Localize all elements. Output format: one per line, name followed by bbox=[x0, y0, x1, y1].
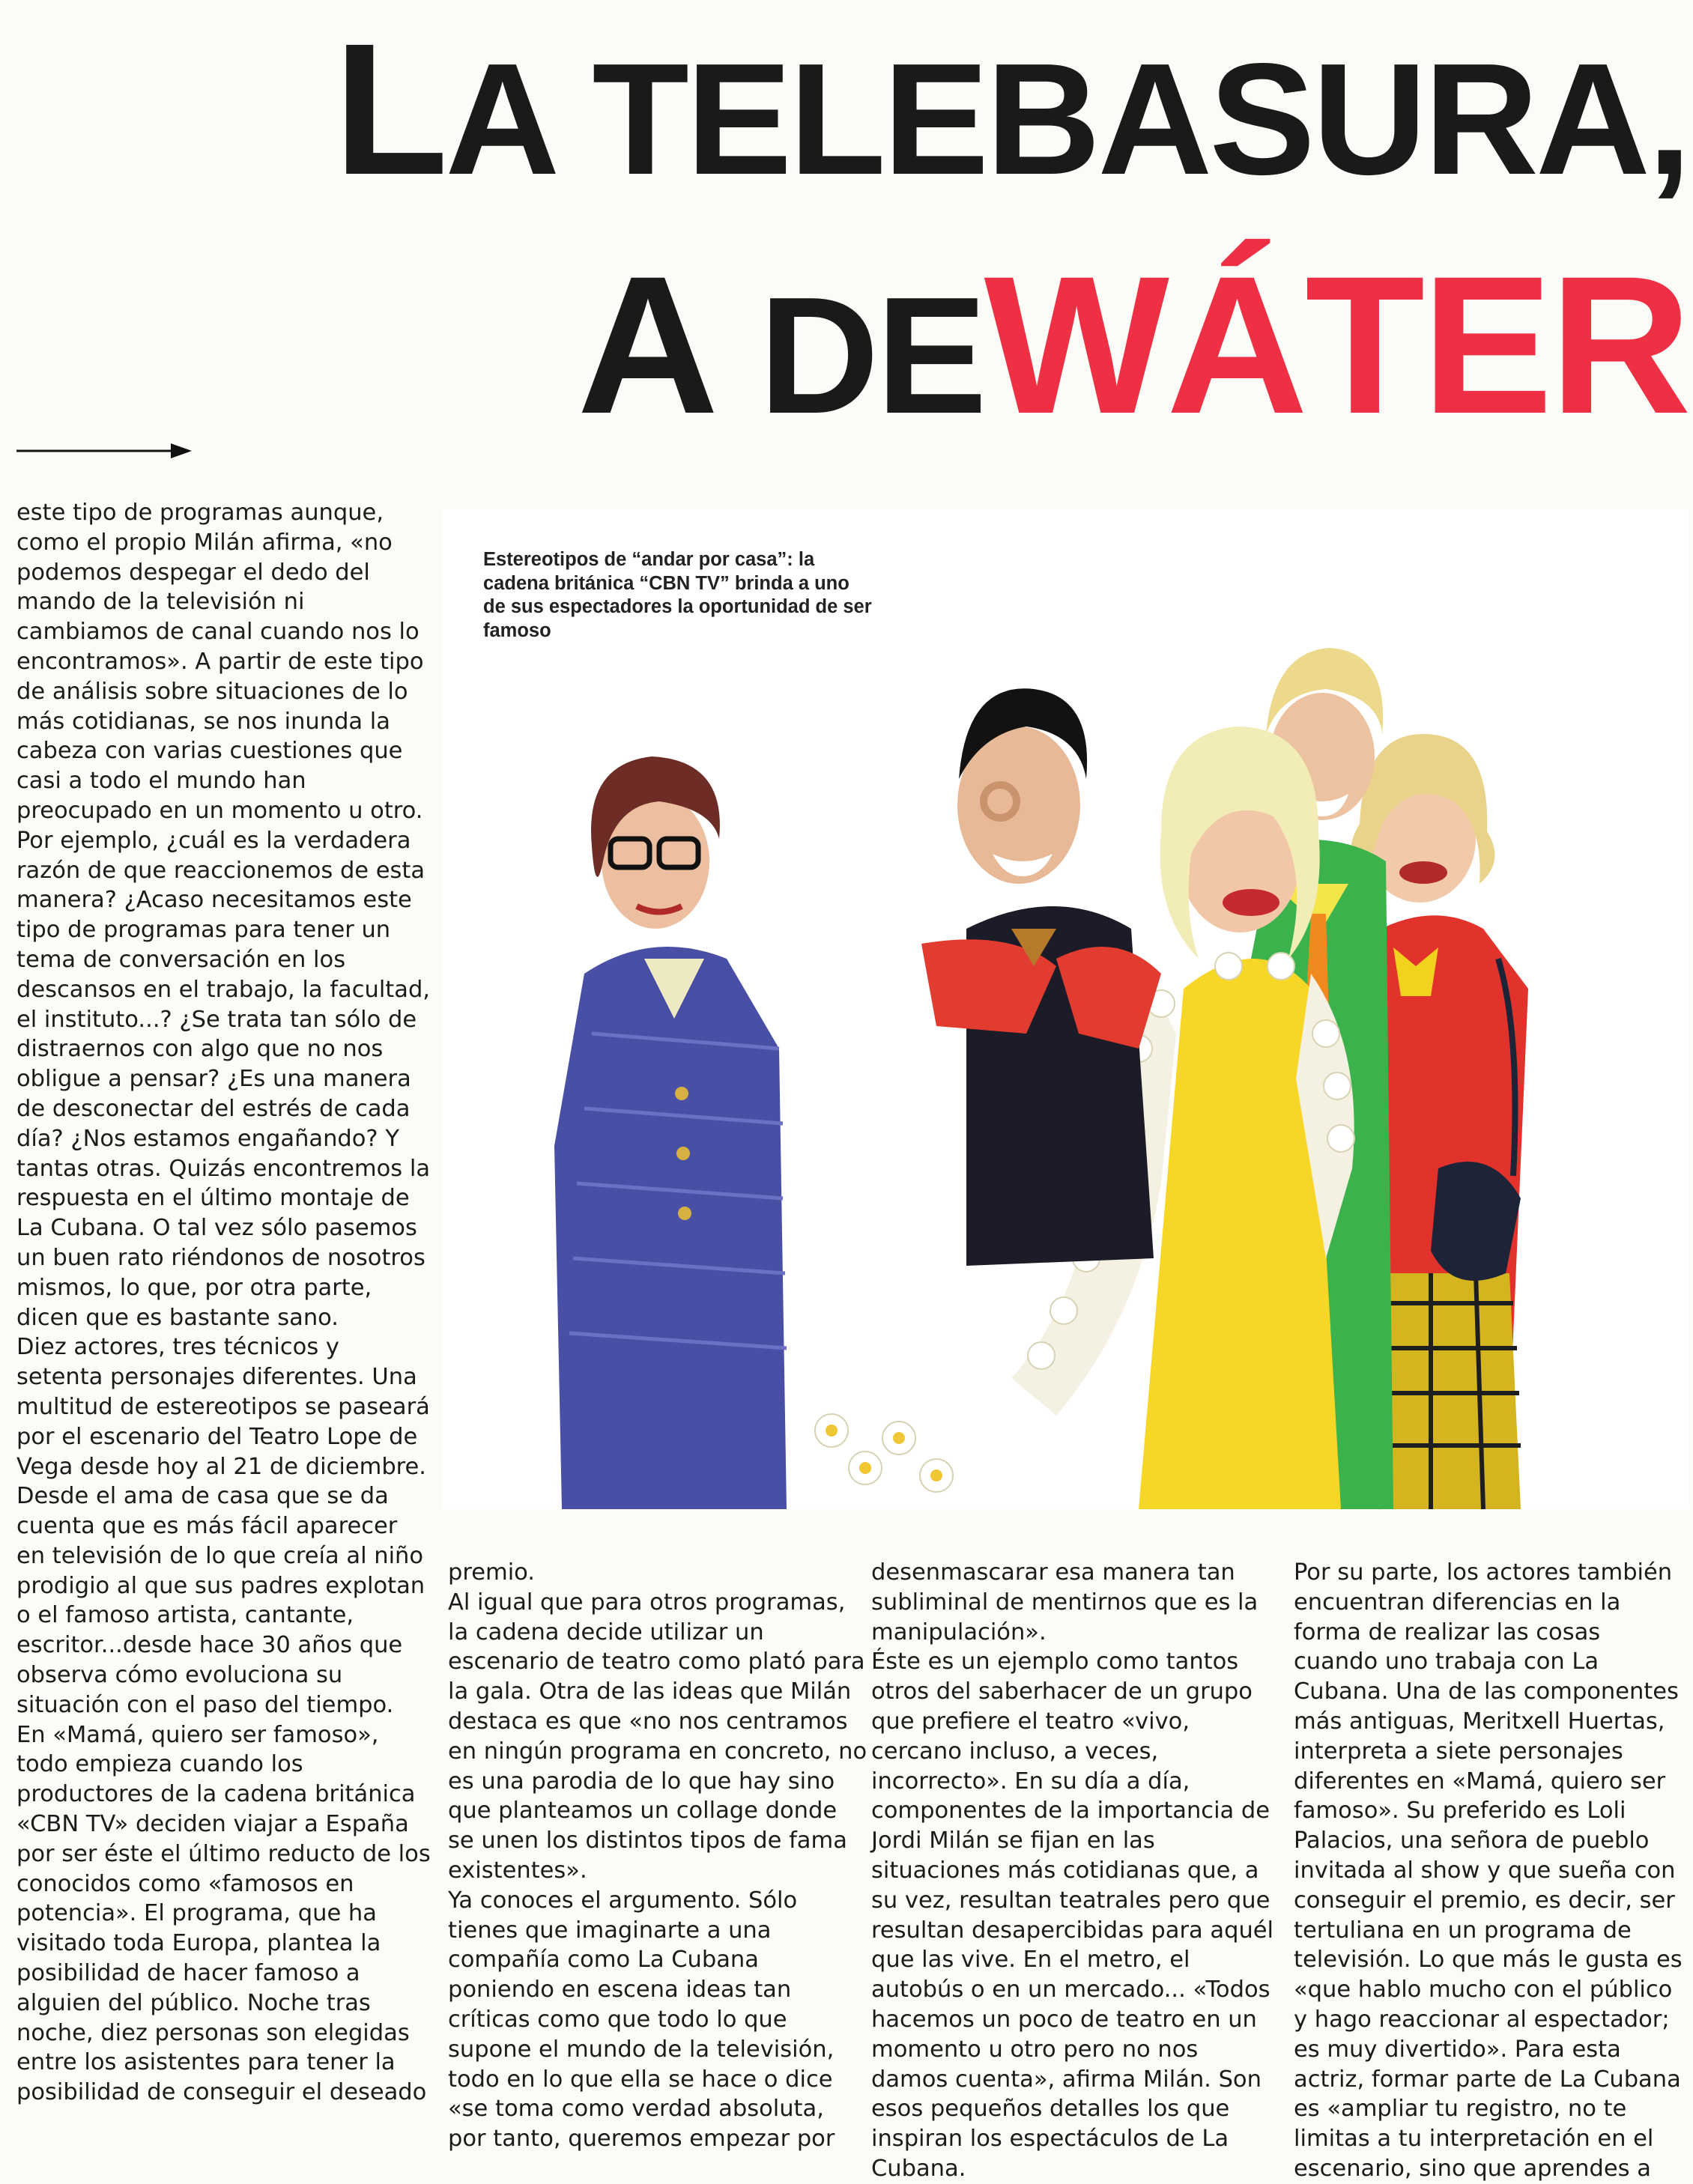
paragraph: En «Mamá, quiero ser famoso», todo empieza cuando los productores de la cadena británica «CBN TV» deciden viajar a España por ser éste el último reducto de los conocidos como «famosos en potencia». El programa, que ha visitado toda Europa, plantea la posibilidad de hacer famoso a alguien del público. Noche tras noche, diez personas son elegidas entre los asistentes para tener la posibilidad de conseguir el deseado bbox=[16, 1721, 431, 2106]
article-column-3 bbox=[871, 1558, 1279, 2182]
paragraph: premio. bbox=[448, 1559, 535, 1586]
headline-initial-l: L bbox=[333, 5, 446, 214]
headline-line-1-text: A TELEBASURA, bbox=[445, 30, 1689, 207]
headline-accent-word: WÁTER bbox=[984, 235, 1689, 455]
paragraph: Ya conoces el argumento. Sólo tienes que imaginarte a una compañía como La Cubana poniendo en escena ideas tan críticas como que todo lo que supone el mundo de la televisión, todo en lo que ella se hace o dice «se toma como verdad absoluta, por tanto, queremos empezar por bbox=[448, 1887, 835, 2153]
paragraph: Éste es un ejemplo como tantos otros del saberhacer de un grupo que prefiere el teatro «vivo, cercano incluso, a veces, incorrecto». En su día a día, componentes de la importancia de Jordi Milán se fijan en las situaciones más cotidianas que, a su vez, resultan teatrales pero que resultan desapercibidas para aquél que las vive. En el metro, el autobús o en un mercado... «Todos hacemos un poco de teatro en un momento u otro pero no nos damos cuenta», afirma Milán. Son esos pequeños detalles los que inspiran los espectáculos de La Cubana. bbox=[871, 1648, 1274, 2182]
paragraph: este tipo de programas aunque, como el propio Milán afirma, «no podemos despegar el dedo del mando de la televisión ni cambiamos de canal cuando nos lo encontramos». A partir de este tipo de análisis sobre situaciones de lo más cotidianas, se nos inunda la cabeza con varias cuestiones que casi a todo el mundo han preocupado en un momento u otro. Por ejemplo, ¿cuál es la verdadera razón de que reaccionemos de esta manera? ¿Acaso necesitamos este tipo de programas para tener un tema de conversación en los descansos en el trabajo, la facultad, el instituto...? ¿Se trata tan sólo de distraernos con algo que no nos obligue a pensar? ¿Es una manera de desconectar del estrés de cada día? ¿Nos estamos engañando? Y tantas otras. Quizás encontremos la respuesta en el último montaje de La Cubana. O tal vez sólo pasemos un buen rato riéndonos de nosotros mismos, lo que, por otra parte, dicen que es bastante sano. bbox=[16, 500, 431, 1331]
paragraph: desenmascarar esa manera tan subliminal de mentirnos que es la manipulación». bbox=[871, 1559, 1259, 1645]
headline-line-1 bbox=[333, 5, 1689, 214]
photo-caption: Estereotipos de “andar por casa”: la cadena británica “CBN TV” brinda a uno de sus espectadores la oportunidad de ser famoso bbox=[483, 549, 872, 641]
paragraph: Por su parte, los actores también encuentran diferencias en la forma de realizar las cosas cuando uno trabaja con La Cubana. Una de las componentes más antiguas, Meritxell Huertas, interpreta a siete personajes diferentes en «Mamá, quiero ser famoso». Su preferido es Loli Palacios, una señora de pueblo invitada al show y que sueña con conseguir el premio, es decir, ser tertuliana en un programa de televisión. Lo que más le gusta es «que hablo mucho con el público y hago reaccionar al espectador; es muy divertido». Para esta actriz, formar parte de La Cubana es «ampliar tu registro, no te limitas a tu interpretación en el escenario, sino que aprendes a bbox=[1294, 1559, 1683, 2182]
headline-line-2-text: DE bbox=[715, 263, 984, 449]
paragraph: Al igual que para otros programas, la cadena decide utilizar un escenario de teatro como plató para la gala. Otra de las ideas que Milán destaca es que «no nos centramos en ningún programa en concreto, no es una parodia de lo que hay sino que planteamos un collage donde se unen los distintos tipos de fama existentes». bbox=[448, 1589, 867, 1884]
headline-line-2 bbox=[577, 235, 1689, 455]
paragraph: Diez actores, tres técnicos y setenta personajes diferentes. Una multitud de estereotipos se paseará por el escenario del Teatro Lope de Vega desde hoy al 21 de diciembre. Desde el ama de casa que se da cuenta que es más fácil aparecer en televisión de lo que creía al niño prodigio al que sus padres explotan o el famoso artista, cantante, escritor...desde hace 30 años que observa cómo evoluciona su situación con el paso del tiempo. bbox=[16, 1334, 430, 1718]
cast-illustration bbox=[442, 509, 1689, 1509]
cast-photo bbox=[442, 509, 1689, 1509]
article-column-4 bbox=[1294, 1558, 1689, 2182]
article-column-2 bbox=[448, 1558, 867, 2154]
article-column-1 bbox=[16, 498, 432, 2153]
arrow-right-icon bbox=[16, 442, 192, 460]
headline-initial-a: A bbox=[577, 235, 716, 455]
